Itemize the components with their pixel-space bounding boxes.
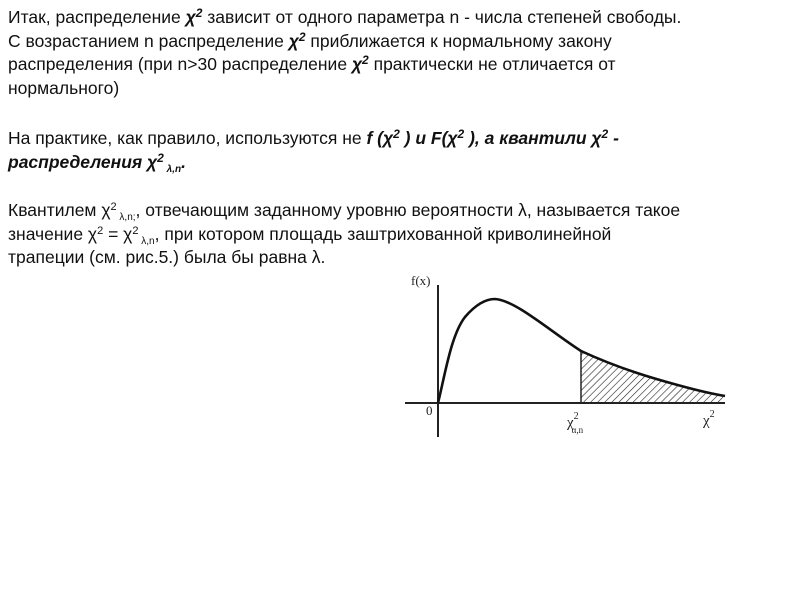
x-axis-label: $\chi^2$ (703, 409, 715, 429)
text-line (8, 151, 794, 175)
formula-text: распределения $\chi^2$ $_{\lambda,n}$. (8, 150, 186, 175)
paragraph-practice (8, 127, 794, 174)
text: зависит от одного параметра n - числа степеней свободы. (202, 7, 682, 27)
quantile-label: $\chi^2$ α,n (567, 411, 584, 435)
text-line (8, 127, 794, 151)
text: приближается к нормальному закону (305, 30, 612, 51)
origin-label: 0 (426, 403, 433, 418)
text-line (8, 53, 794, 77)
text-line: нормального) (8, 77, 120, 98)
text-line (8, 30, 794, 54)
formula-text: f ($\chi^2$ ) и $F(\chi^2$ ), а квантили $\chi^2$ - (366, 127, 619, 148)
paragraph-intro (8, 6, 794, 100)
chi-symbol: $\chi^2$ (351, 53, 369, 74)
text-line (8, 6, 794, 30)
text-line: значение $\chi^2 = \chi^2$ $_{\lambda,n}$, при котором площадь заштрихованной криволинейной (8, 223, 612, 247)
text-line: трапеции (см. рис.5.) была бы равна λ. (8, 247, 326, 267)
chi-symbol: $\chi^2$ (185, 6, 203, 27)
text: На практике, как правило, используются не (8, 128, 367, 148)
text: С возрастанием n распределение (8, 30, 289, 51)
text-line: Квантилем $\chi^2$ $_{\lambda,n;}$, отвечающим заданному уровню вероятности λ, называется такое (8, 200, 681, 223)
text: Итак, распределение (8, 7, 186, 27)
text: распределения (при n>30 распределение (8, 54, 352, 74)
y-axis-label: f(x) (411, 273, 431, 288)
chi-square-density-figure (395, 265, 800, 445)
paragraph-quantile-definition (8, 199, 794, 270)
text: практически не отличается от (368, 54, 616, 74)
chi-symbol: $\chi^2$ (288, 29, 306, 51)
